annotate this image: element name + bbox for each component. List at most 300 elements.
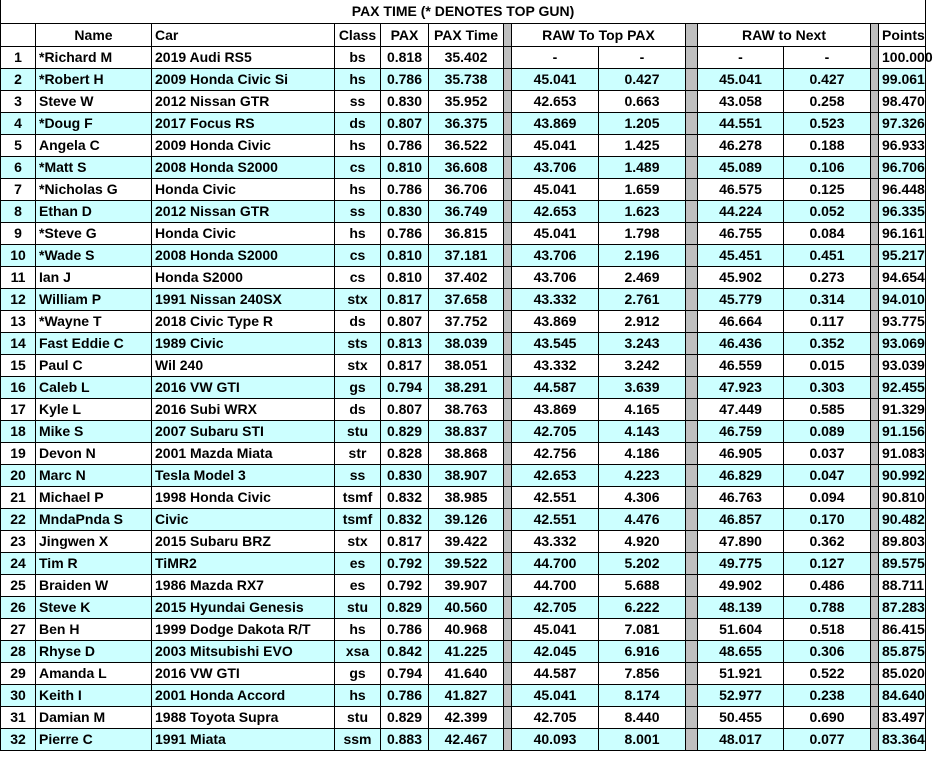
- cell-pax: 0.786: [381, 68, 429, 90]
- cell-top-diff: 4.223: [599, 464, 686, 486]
- cell-top-diff: 4.186: [599, 442, 686, 464]
- cell-class: gs: [335, 376, 381, 398]
- cell-rank: 23: [1, 530, 36, 552]
- column-separator: [686, 90, 698, 112]
- column-separator: [504, 420, 512, 442]
- cell-rank: 26: [1, 596, 36, 618]
- column-separator: [871, 530, 879, 552]
- cell-points: 90.992: [879, 464, 926, 486]
- cell-class: cs: [335, 266, 381, 288]
- cell-class: gs: [335, 662, 381, 684]
- column-separator: [504, 134, 512, 156]
- column-separator: [686, 376, 698, 398]
- cell-car: 2008 Honda S2000: [152, 156, 335, 178]
- cell-raw-to-next: 44.224: [698, 200, 784, 222]
- cell-name: Steve W: [36, 90, 152, 112]
- table-row: [1, 728, 926, 750]
- table-row: [1, 464, 926, 486]
- cell-rank: 17: [1, 398, 36, 420]
- cell-raw-to-next: 45.089: [698, 156, 784, 178]
- cell-points: 93.775: [879, 310, 926, 332]
- header-raw-to-next: RAW to Next: [698, 23, 871, 46]
- cell-rank: 29: [1, 662, 36, 684]
- cell-points: 96.448: [879, 178, 926, 200]
- cell-top-diff: 5.688: [599, 574, 686, 596]
- cell-pax: 0.832: [381, 508, 429, 530]
- cell-car: 1986 Mazda RX7: [152, 574, 335, 596]
- column-separator: [686, 178, 698, 200]
- cell-raw-to-top: 45.041: [512, 178, 599, 200]
- cell-top-diff: 4.920: [599, 530, 686, 552]
- cell-raw-to-next: 52.977: [698, 684, 784, 706]
- cell-pax: 0.830: [381, 200, 429, 222]
- cell-rank: 12: [1, 288, 36, 310]
- cell-name: MndaPnda S: [36, 508, 152, 530]
- column-separator: [871, 574, 879, 596]
- table-row: [1, 200, 926, 222]
- cell-car: 2003 Mitsubishi EVO: [152, 640, 335, 662]
- column-separator: [504, 706, 512, 728]
- cell-raw-to-next: 46.857: [698, 508, 784, 530]
- cell-pax-time: 38.985: [429, 486, 504, 508]
- cell-class: hs: [335, 684, 381, 706]
- cell-class: str: [335, 442, 381, 464]
- cell-name: Tim R: [36, 552, 152, 574]
- cell-next-diff: 0.523: [784, 112, 871, 134]
- cell-pax: 0.786: [381, 618, 429, 640]
- cell-rank: 6: [1, 156, 36, 178]
- cell-raw-to-next: 45.902: [698, 266, 784, 288]
- cell-class: bs: [335, 46, 381, 68]
- table-row: [1, 134, 926, 156]
- column-separator: [686, 508, 698, 530]
- title-row: [1, 0, 926, 23]
- cell-raw-to-next: -: [698, 46, 784, 68]
- cell-raw-to-next: 43.058: [698, 90, 784, 112]
- header-raw-to-top: RAW To Top PAX: [512, 23, 686, 46]
- cell-raw-to-next: 50.455: [698, 706, 784, 728]
- column-separator: [504, 684, 512, 706]
- table-row: [1, 596, 926, 618]
- cell-pax: 0.807: [381, 112, 429, 134]
- column-separator: [871, 288, 879, 310]
- column-separator: [504, 332, 512, 354]
- cell-raw-to-top: 43.706: [512, 156, 599, 178]
- cell-next-diff: 0.303: [784, 376, 871, 398]
- column-separator: [871, 640, 879, 662]
- cell-car: 2019 Audi RS5: [152, 46, 335, 68]
- cell-next-diff: 0.273: [784, 266, 871, 288]
- cell-raw-to-top: 43.706: [512, 266, 599, 288]
- table-row: [1, 222, 926, 244]
- cell-next-diff: 0.427: [784, 68, 871, 90]
- column-separator: [504, 244, 512, 266]
- column-separator: [504, 530, 512, 552]
- cell-rank: 2: [1, 68, 36, 90]
- column-separator: [871, 552, 879, 574]
- cell-next-diff: 0.486: [784, 574, 871, 596]
- cell-class: es: [335, 552, 381, 574]
- cell-points: 95.217: [879, 244, 926, 266]
- cell-next-diff: 0.451: [784, 244, 871, 266]
- cell-pax-time: 38.907: [429, 464, 504, 486]
- cell-raw-to-top: 45.041: [512, 134, 599, 156]
- cell-points: 91.329: [879, 398, 926, 420]
- cell-pax-time: 42.399: [429, 706, 504, 728]
- cell-class: es: [335, 574, 381, 596]
- header-pax: PAX: [381, 23, 429, 46]
- cell-name: Damian M: [36, 706, 152, 728]
- cell-points: 91.156: [879, 420, 926, 442]
- cell-raw-to-next: 47.890: [698, 530, 784, 552]
- cell-pax-time: 39.907: [429, 574, 504, 596]
- cell-name: Ethan D: [36, 200, 152, 222]
- cell-class: cs: [335, 156, 381, 178]
- column-separator: [504, 464, 512, 486]
- column-separator: [504, 68, 512, 90]
- column-separator: [504, 310, 512, 332]
- cell-raw-to-top: 42.653: [512, 464, 599, 486]
- column-separator: [871, 90, 879, 112]
- column-separator: [686, 222, 698, 244]
- column-separator: [871, 46, 879, 68]
- cell-top-diff: 4.143: [599, 420, 686, 442]
- column-separator: [871, 200, 879, 222]
- cell-rank: 21: [1, 486, 36, 508]
- cell-rank: 30: [1, 684, 36, 706]
- column-separator: [504, 354, 512, 376]
- column-separator: [871, 68, 879, 90]
- cell-class: ds: [335, 398, 381, 420]
- table-row: [1, 376, 926, 398]
- cell-car: 2015 Subaru BRZ: [152, 530, 335, 552]
- cell-raw-to-top: 42.551: [512, 486, 599, 508]
- column-separator: [686, 420, 698, 442]
- cell-class: tsmf: [335, 508, 381, 530]
- column-separator: [871, 662, 879, 684]
- cell-pax-time: 39.126: [429, 508, 504, 530]
- table-row: [1, 112, 926, 134]
- cell-next-diff: 0.238: [784, 684, 871, 706]
- column-separator: [871, 134, 879, 156]
- cell-car: Wil 240: [152, 354, 335, 376]
- cell-raw-to-top: 43.332: [512, 530, 599, 552]
- cell-raw-to-top: 42.705: [512, 420, 599, 442]
- cell-top-diff: 2.196: [599, 244, 686, 266]
- cell-raw-to-top: 45.041: [512, 222, 599, 244]
- column-separator: [686, 618, 698, 640]
- cell-top-diff: 1.659: [599, 178, 686, 200]
- cell-pax-time: 40.560: [429, 596, 504, 618]
- cell-next-diff: 0.127: [784, 552, 871, 574]
- cell-car: 2016 VW GTI: [152, 662, 335, 684]
- cell-pax-time: 37.752: [429, 310, 504, 332]
- column-separator: [871, 596, 879, 618]
- cell-raw-to-next: 46.905: [698, 442, 784, 464]
- cell-points: 100.000: [879, 46, 926, 68]
- cell-raw-to-top: 42.551: [512, 508, 599, 530]
- cell-car: 2009 Honda Civic Si: [152, 68, 335, 90]
- cell-raw-to-next: 45.779: [698, 288, 784, 310]
- cell-rank: 8: [1, 200, 36, 222]
- cell-name: *Wade S: [36, 244, 152, 266]
- column-separator: [871, 420, 879, 442]
- column-separator: [504, 178, 512, 200]
- table-row: [1, 684, 926, 706]
- cell-pax: 0.786: [381, 134, 429, 156]
- cell-raw-to-top: 42.705: [512, 706, 599, 728]
- table-row: [1, 266, 926, 288]
- cell-rank: 24: [1, 552, 36, 574]
- cell-car: Honda S2000: [152, 266, 335, 288]
- column-separator: [686, 530, 698, 552]
- cell-pax: 0.817: [381, 530, 429, 552]
- cell-raw-to-top: 44.587: [512, 376, 599, 398]
- cell-pax: 0.829: [381, 596, 429, 618]
- cell-name: Braiden W: [36, 574, 152, 596]
- cell-pax: 0.830: [381, 90, 429, 112]
- column-separator: [504, 574, 512, 596]
- column-separator: [686, 596, 698, 618]
- cell-pax-time: 35.402: [429, 46, 504, 68]
- cell-top-diff: 6.916: [599, 640, 686, 662]
- cell-pax-time: 36.815: [429, 222, 504, 244]
- cell-top-diff: 2.761: [599, 288, 686, 310]
- cell-class: hs: [335, 222, 381, 244]
- cell-raw-to-top: 42.653: [512, 200, 599, 222]
- cell-next-diff: 0.362: [784, 530, 871, 552]
- column-separator: [686, 684, 698, 706]
- cell-name: Fast Eddie C: [36, 332, 152, 354]
- cell-raw-to-top: 45.041: [512, 684, 599, 706]
- cell-top-diff: 1.489: [599, 156, 686, 178]
- cell-name: *Nicholas G: [36, 178, 152, 200]
- cell-rank: 5: [1, 134, 36, 156]
- cell-rank: 3: [1, 90, 36, 112]
- cell-top-diff: 8.001: [599, 728, 686, 750]
- cell-class: ss: [335, 200, 381, 222]
- table-row: [1, 398, 926, 420]
- cell-class: hs: [335, 68, 381, 90]
- cell-class: hs: [335, 134, 381, 156]
- column-separator: [686, 354, 698, 376]
- table-row: [1, 574, 926, 596]
- cell-points: 96.933: [879, 134, 926, 156]
- cell-raw-to-next: 46.763: [698, 486, 784, 508]
- column-separator: [871, 266, 879, 288]
- cell-car: 2008 Honda S2000: [152, 244, 335, 266]
- cell-name: Marc N: [36, 464, 152, 486]
- table-row: [1, 68, 926, 90]
- cell-name: Devon N: [36, 442, 152, 464]
- column-separator: [504, 288, 512, 310]
- cell-rank: 27: [1, 618, 36, 640]
- cell-pax-time: 38.763: [429, 398, 504, 420]
- column-separator: [871, 684, 879, 706]
- cell-car: 2001 Mazda Miata: [152, 442, 335, 464]
- cell-raw-to-top: 42.705: [512, 596, 599, 618]
- column-separator: [871, 23, 879, 46]
- cell-pax: 0.829: [381, 420, 429, 442]
- cell-next-diff: 0.084: [784, 222, 871, 244]
- column-separator: [686, 640, 698, 662]
- cell-next-diff: 0.306: [784, 640, 871, 662]
- cell-class: hs: [335, 178, 381, 200]
- cell-points: 96.161: [879, 222, 926, 244]
- cell-next-diff: 0.258: [784, 90, 871, 112]
- cell-car: 2017 Focus RS: [152, 112, 335, 134]
- cell-name: Caleb L: [36, 376, 152, 398]
- cell-points: 85.875: [879, 640, 926, 662]
- cell-car: 1991 Nissan 240SX: [152, 288, 335, 310]
- cell-raw-to-next: 49.902: [698, 574, 784, 596]
- cell-pax-time: 35.738: [429, 68, 504, 90]
- column-separator: [504, 376, 512, 398]
- cell-class: ss: [335, 464, 381, 486]
- cell-pax: 0.786: [381, 684, 429, 706]
- column-separator: [686, 442, 698, 464]
- cell-next-diff: 0.077: [784, 728, 871, 750]
- cell-next-diff: 0.094: [784, 486, 871, 508]
- cell-rank: 18: [1, 420, 36, 442]
- cell-rank: 22: [1, 508, 36, 530]
- cell-top-diff: 6.222: [599, 596, 686, 618]
- cell-next-diff: 0.106: [784, 156, 871, 178]
- cell-pax-time: 38.837: [429, 420, 504, 442]
- column-separator: [871, 156, 879, 178]
- cell-class: hs: [335, 618, 381, 640]
- column-separator: [504, 398, 512, 420]
- cell-top-diff: 8.440: [599, 706, 686, 728]
- cell-name: Ben H: [36, 618, 152, 640]
- cell-name: *Wayne T: [36, 310, 152, 332]
- cell-next-diff: 0.047: [784, 464, 871, 486]
- cell-rank: 16: [1, 376, 36, 398]
- column-separator: [871, 442, 879, 464]
- cell-name: Pierre C: [36, 728, 152, 750]
- column-separator: [686, 464, 698, 486]
- cell-next-diff: 0.522: [784, 662, 871, 684]
- column-separator: [686, 68, 698, 90]
- cell-top-diff: 4.306: [599, 486, 686, 508]
- cell-top-diff: 3.242: [599, 354, 686, 376]
- table-row: [1, 508, 926, 530]
- sheet-title: PAX TIME (* DENOTES TOP GUN): [1, 0, 926, 23]
- cell-name: Rhyse D: [36, 640, 152, 662]
- cell-raw-to-next: 46.436: [698, 332, 784, 354]
- table-row: [1, 178, 926, 200]
- cell-raw-to-next: 46.278: [698, 134, 784, 156]
- header-class: Class: [335, 23, 381, 46]
- column-separator: [871, 376, 879, 398]
- cell-pax: 0.818: [381, 46, 429, 68]
- cell-raw-to-top: 43.869: [512, 398, 599, 420]
- cell-top-diff: 7.081: [599, 618, 686, 640]
- cell-car: Civic: [152, 508, 335, 530]
- cell-name: Keith I: [36, 684, 152, 706]
- cell-pax-time: 38.291: [429, 376, 504, 398]
- cell-pax: 0.828: [381, 442, 429, 464]
- cell-points: 97.326: [879, 112, 926, 134]
- header-pax-time: PAX Time: [429, 23, 504, 46]
- cell-rank: 32: [1, 728, 36, 750]
- column-separator: [504, 112, 512, 134]
- cell-points: 88.711: [879, 574, 926, 596]
- cell-class: stu: [335, 706, 381, 728]
- cell-raw-to-next: 51.921: [698, 662, 784, 684]
- cell-pax-time: 41.640: [429, 662, 504, 684]
- cell-points: 83.497: [879, 706, 926, 728]
- cell-next-diff: 0.117: [784, 310, 871, 332]
- table-row: [1, 46, 926, 68]
- cell-name: *Matt S: [36, 156, 152, 178]
- cell-pax: 0.817: [381, 288, 429, 310]
- cell-points: 96.335: [879, 200, 926, 222]
- column-separator: [871, 222, 879, 244]
- cell-raw-to-next: 47.923: [698, 376, 784, 398]
- cell-top-diff: 1.205: [599, 112, 686, 134]
- cell-pax-time: 42.467: [429, 728, 504, 750]
- cell-pax-time: 38.039: [429, 332, 504, 354]
- cell-car: 2018 Civic Type R: [152, 310, 335, 332]
- header-row: [1, 23, 926, 46]
- cell-raw-to-top: 45.041: [512, 618, 599, 640]
- column-separator: [686, 310, 698, 332]
- table-row: [1, 244, 926, 266]
- cell-rank: 28: [1, 640, 36, 662]
- cell-raw-to-top: 40.093: [512, 728, 599, 750]
- cell-car: 1991 Miata: [152, 728, 335, 750]
- cell-top-diff: 4.476: [599, 508, 686, 530]
- column-separator: [504, 640, 512, 662]
- cell-car: 2016 Subi WRX: [152, 398, 335, 420]
- cell-car: 2012 Nissan GTR: [152, 200, 335, 222]
- cell-top-diff: 2.469: [599, 266, 686, 288]
- column-separator: [871, 706, 879, 728]
- cell-name: Michael P: [36, 486, 152, 508]
- table-row: [1, 486, 926, 508]
- cell-car: 2015 Hyundai Genesis: [152, 596, 335, 618]
- cell-rank: 7: [1, 178, 36, 200]
- column-separator: [504, 266, 512, 288]
- cell-pax-time: 40.968: [429, 618, 504, 640]
- column-separator: [686, 662, 698, 684]
- column-separator: [871, 486, 879, 508]
- cell-raw-to-next: 49.775: [698, 552, 784, 574]
- table-row: [1, 618, 926, 640]
- cell-pax-time: 35.952: [429, 90, 504, 112]
- cell-class: tsmf: [335, 486, 381, 508]
- cell-points: 94.654: [879, 266, 926, 288]
- cell-raw-to-next: 46.755: [698, 222, 784, 244]
- cell-next-diff: 0.037: [784, 442, 871, 464]
- cell-top-diff: 5.202: [599, 552, 686, 574]
- column-separator: [504, 728, 512, 750]
- cell-raw-to-next: 48.655: [698, 640, 784, 662]
- cell-top-diff: 8.174: [599, 684, 686, 706]
- cell-next-diff: 0.518: [784, 618, 871, 640]
- column-separator: [871, 508, 879, 530]
- table-row: [1, 288, 926, 310]
- cell-pax-time: 37.658: [429, 288, 504, 310]
- cell-name: Ian J: [36, 266, 152, 288]
- cell-raw-to-top: 42.045: [512, 640, 599, 662]
- cell-points: 90.482: [879, 508, 926, 530]
- cell-next-diff: 0.314: [784, 288, 871, 310]
- cell-pax-time: 39.422: [429, 530, 504, 552]
- cell-class: ds: [335, 112, 381, 134]
- cell-pax: 0.883: [381, 728, 429, 750]
